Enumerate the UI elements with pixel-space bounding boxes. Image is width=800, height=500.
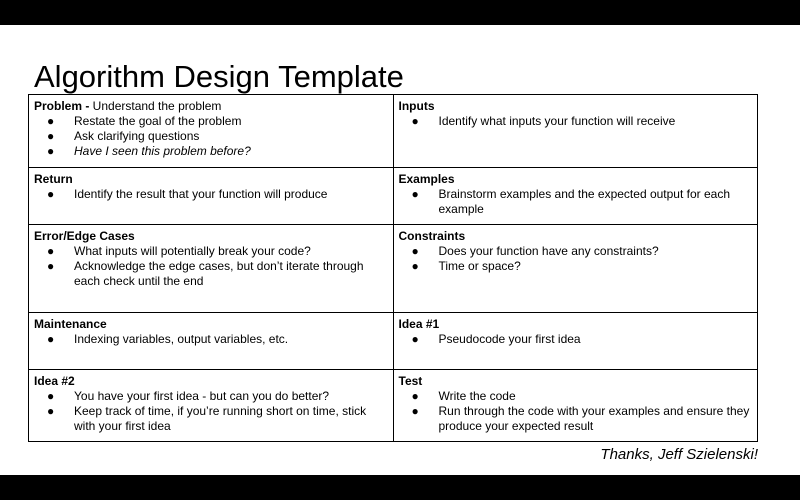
bullet-list bbox=[34, 114, 388, 159]
bullet-list bbox=[34, 187, 388, 202]
cell-maintenance bbox=[29, 313, 394, 370]
list-item-text: Time or space? bbox=[438, 259, 521, 273]
cell-heading: Idea #2 bbox=[34, 374, 75, 388]
list-item bbox=[34, 404, 388, 434]
list-item-text: You have your first idea - but can you do better? bbox=[74, 389, 330, 403]
bullet-icon: ● bbox=[47, 259, 55, 273]
cell-examples bbox=[393, 168, 758, 225]
heading-rest: Understand the problem bbox=[89, 99, 222, 113]
slide-title: Algorithm Design Template bbox=[34, 59, 404, 94]
cell-heading: Examples bbox=[398, 172, 455, 186]
list-item bbox=[399, 114, 753, 129]
list-item bbox=[34, 389, 388, 404]
cell-heading: Inputs bbox=[398, 99, 435, 113]
cell-heading: Maintenance bbox=[34, 317, 107, 331]
cell-idea-2 bbox=[29, 370, 394, 442]
table-row bbox=[29, 225, 758, 313]
list-item bbox=[399, 332, 753, 347]
bullet-list bbox=[399, 389, 753, 434]
heading-bold: Problem - bbox=[34, 99, 90, 113]
cell-constraints bbox=[393, 225, 758, 313]
cell-inputs bbox=[393, 95, 758, 168]
list-item-text: Indexing variables, output variables, etc. bbox=[74, 332, 289, 346]
bullet-icon: ● bbox=[47, 187, 55, 201]
cell-idea-1 bbox=[393, 313, 758, 370]
list-item bbox=[34, 244, 388, 259]
bullet-icon: ● bbox=[47, 332, 55, 346]
bullet-icon: ● bbox=[47, 129, 55, 143]
bullet-list bbox=[34, 389, 388, 434]
cell-error-edge-cases bbox=[29, 225, 394, 313]
cell-heading: Test bbox=[398, 374, 423, 388]
table-row bbox=[29, 168, 758, 225]
list-item-text: Write the code bbox=[438, 389, 516, 403]
cell-heading: Error/Edge Cases bbox=[34, 229, 135, 243]
bullet-list bbox=[399, 244, 753, 274]
list-item-text: Identify what inputs your function will receive bbox=[438, 114, 676, 128]
cell-heading: Idea #1 bbox=[398, 317, 440, 331]
bullet-list bbox=[399, 332, 753, 347]
list-item-text: Identify the result that your function will produce bbox=[74, 187, 328, 201]
bullet-list bbox=[34, 244, 388, 289]
list-item-text: Have I seen this problem before? bbox=[74, 144, 251, 158]
list-item-text: Brainstorm examples and the expected output for each example bbox=[438, 187, 731, 216]
bullet-icon: ● bbox=[47, 144, 55, 158]
list-item bbox=[34, 144, 388, 159]
cell-heading: Constraints bbox=[398, 229, 466, 243]
bullet-icon: ● bbox=[411, 259, 419, 273]
list-item bbox=[34, 129, 388, 144]
bullet-list bbox=[399, 187, 753, 217]
bullet-icon: ● bbox=[411, 114, 419, 128]
list-item bbox=[399, 259, 753, 274]
list-item-text: Acknowledge the edge cases, but don’t iterate through each check until the end bbox=[74, 259, 364, 288]
bullet-icon: ● bbox=[47, 389, 55, 403]
list-item bbox=[399, 187, 753, 217]
bullet-list bbox=[34, 332, 388, 347]
template-table bbox=[28, 94, 758, 442]
list-item-text: Pseudocode your first idea bbox=[438, 332, 581, 346]
cell-heading bbox=[34, 99, 388, 114]
list-item-text: Run through the code with your examples and ensure they produce your expected result bbox=[438, 404, 750, 433]
list-item bbox=[34, 114, 388, 129]
bullet-icon: ● bbox=[411, 187, 419, 201]
list-item-text: Ask clarifying questions bbox=[74, 129, 200, 143]
list-item bbox=[34, 332, 388, 347]
credit-text: Thanks, Jeff Szielenski! bbox=[600, 446, 758, 463]
bullet-icon: ● bbox=[47, 114, 55, 128]
cell-heading: Return bbox=[34, 172, 73, 186]
list-item bbox=[34, 187, 388, 202]
list-item bbox=[399, 389, 753, 404]
cell-problem bbox=[29, 95, 394, 168]
bullet-icon: ● bbox=[411, 404, 419, 418]
list-item-text: Keep track of time, if you’re running short on time, stick with your first idea bbox=[74, 404, 367, 433]
table-row bbox=[29, 95, 758, 168]
list-item-text: Does your function have any constraints? bbox=[438, 244, 659, 258]
list-item bbox=[399, 404, 753, 434]
cell-test bbox=[393, 370, 758, 442]
bullet-list bbox=[399, 114, 753, 129]
table-row bbox=[29, 313, 758, 370]
slide bbox=[0, 25, 800, 475]
list-item bbox=[34, 259, 388, 289]
table-row bbox=[29, 370, 758, 442]
list-item-text: Restate the goal of the problem bbox=[74, 114, 242, 128]
bullet-icon: ● bbox=[47, 404, 55, 418]
bullet-icon: ● bbox=[47, 244, 55, 258]
list-item bbox=[399, 244, 753, 259]
bullet-icon: ● bbox=[411, 389, 419, 403]
bullet-icon: ● bbox=[411, 244, 419, 258]
list-item-text: What inputs will potentially break your code? bbox=[74, 244, 311, 258]
cell-return bbox=[29, 168, 394, 225]
bullet-icon: ● bbox=[411, 332, 419, 346]
